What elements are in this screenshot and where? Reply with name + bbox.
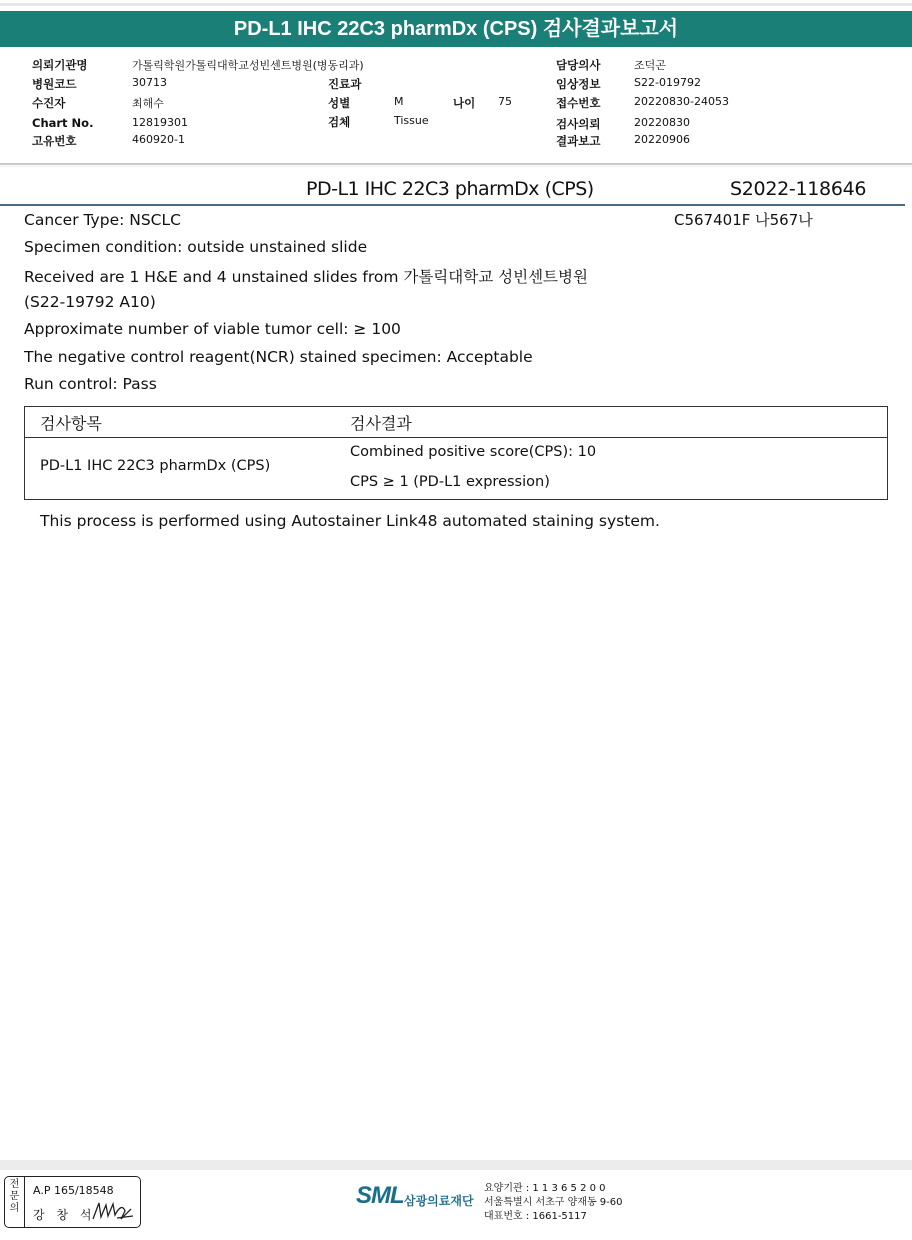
footer-info-line: 서울특별시 서초구 양재동 9-60 xyxy=(484,1197,623,1208)
signature-box xyxy=(4,1176,141,1228)
signature-name: 강 창 석 xyxy=(33,1208,96,1222)
header-label: 수진자 xyxy=(32,96,66,110)
header-value: S22-019792 xyxy=(634,76,701,89)
header-label: 병원코드 xyxy=(32,77,77,91)
body-line-slide-id: (S22-19792 A10) xyxy=(24,293,156,311)
header-label: 의뢰기관명 xyxy=(32,58,88,72)
result-item: PD-L1 IHC 22C3 pharmDx (CPS) xyxy=(40,458,271,474)
specimen-code: C567401F 나567나 xyxy=(674,211,813,229)
header-divider-light xyxy=(0,166,912,167)
result-table-header xyxy=(25,407,887,438)
signature-scribble-icon xyxy=(91,1199,135,1223)
body-line-run-control: Run control: Pass xyxy=(24,375,157,393)
header-value: 460920-1 xyxy=(132,133,185,146)
header-value: 20220906 xyxy=(634,133,690,146)
header-value: M xyxy=(394,95,404,108)
header-value: 20220830 xyxy=(634,116,690,129)
header-value: 최해수 xyxy=(132,97,164,110)
header-value: 20220830-24053 xyxy=(634,95,729,108)
header-label: 검사의뢰 xyxy=(556,117,601,131)
section-id: S2022-118646 xyxy=(730,178,867,200)
signature-license: A.P 165/18548 xyxy=(33,1184,114,1197)
footer-info-line: 대표번호 : 1661-5117 xyxy=(484,1211,587,1222)
header-label: 담당의사 xyxy=(556,58,601,72)
header-value: 조덕곤 xyxy=(634,59,666,72)
header-label: 진료과 xyxy=(328,77,362,91)
footer-info xyxy=(484,1182,623,1224)
logo-mark: SML xyxy=(356,1182,404,1209)
body-line-cancer-type: Cancer Type: NSCLC xyxy=(24,211,181,229)
section-title: PD-L1 IHC 22C3 pharmDx (CPS) xyxy=(306,178,594,200)
header-label: 접수번호 xyxy=(556,96,601,110)
result-cps-interpretation: CPS ≥ 1 (PD-L1 expression) xyxy=(350,474,550,490)
footer-info-line: 요양기관 : 1 1 3 6 5 2 0 0 xyxy=(484,1183,606,1194)
logo-name: 삼광의료재단 xyxy=(404,1194,474,1208)
header-label: 결과보고 xyxy=(556,134,601,148)
body-line-tumor-cell: Approximate number of viable tumor cell: ≥ 100 xyxy=(24,320,401,338)
result-cps-score: Combined positive score(CPS): 10 xyxy=(350,444,597,460)
header-value: Tissue xyxy=(394,114,429,127)
body-line-specimen-condition: Specimen condition: outside unstained slide xyxy=(24,238,368,256)
top-rule xyxy=(0,3,912,6)
header-label: 고유번호 xyxy=(32,134,77,148)
report-title: PD-L1 IHC 22C3 pharmDx (CPS) 검사결과보고서 xyxy=(0,11,912,47)
body-line-ncr: The negative control reagent(NCR) stained specimen: Acceptable xyxy=(24,348,533,366)
header-label: 임상정보 xyxy=(556,77,601,91)
header-label: 나이 xyxy=(453,96,476,110)
process-note: This process is performed using Autostainer Link48 automated staining system. xyxy=(40,512,660,530)
header-info xyxy=(0,52,912,162)
result-table xyxy=(24,406,888,500)
header-value: 가톨릭학원가톨릭대학교성빈센트병원(병동리과) xyxy=(132,59,364,72)
col-header-item: 검사항목 xyxy=(40,414,102,433)
header-label: Chart No. xyxy=(32,116,94,130)
col-header-result: 검사결과 xyxy=(350,414,412,433)
header-value: 75 xyxy=(498,95,512,108)
header-divider xyxy=(0,163,912,165)
header-value: 12819301 xyxy=(132,116,188,129)
header-label: 성별 xyxy=(328,96,351,110)
header-value: 30713 xyxy=(132,76,167,89)
header-label: 검체 xyxy=(328,115,351,129)
footer-rule xyxy=(0,1160,912,1170)
signature-tag: 전문의 xyxy=(5,1177,25,1227)
body-line-received: Received are 1 H&E and 4 unstained slides from 가톨릭대학교 성빈센트병원 xyxy=(24,268,588,286)
section-header xyxy=(0,178,905,206)
